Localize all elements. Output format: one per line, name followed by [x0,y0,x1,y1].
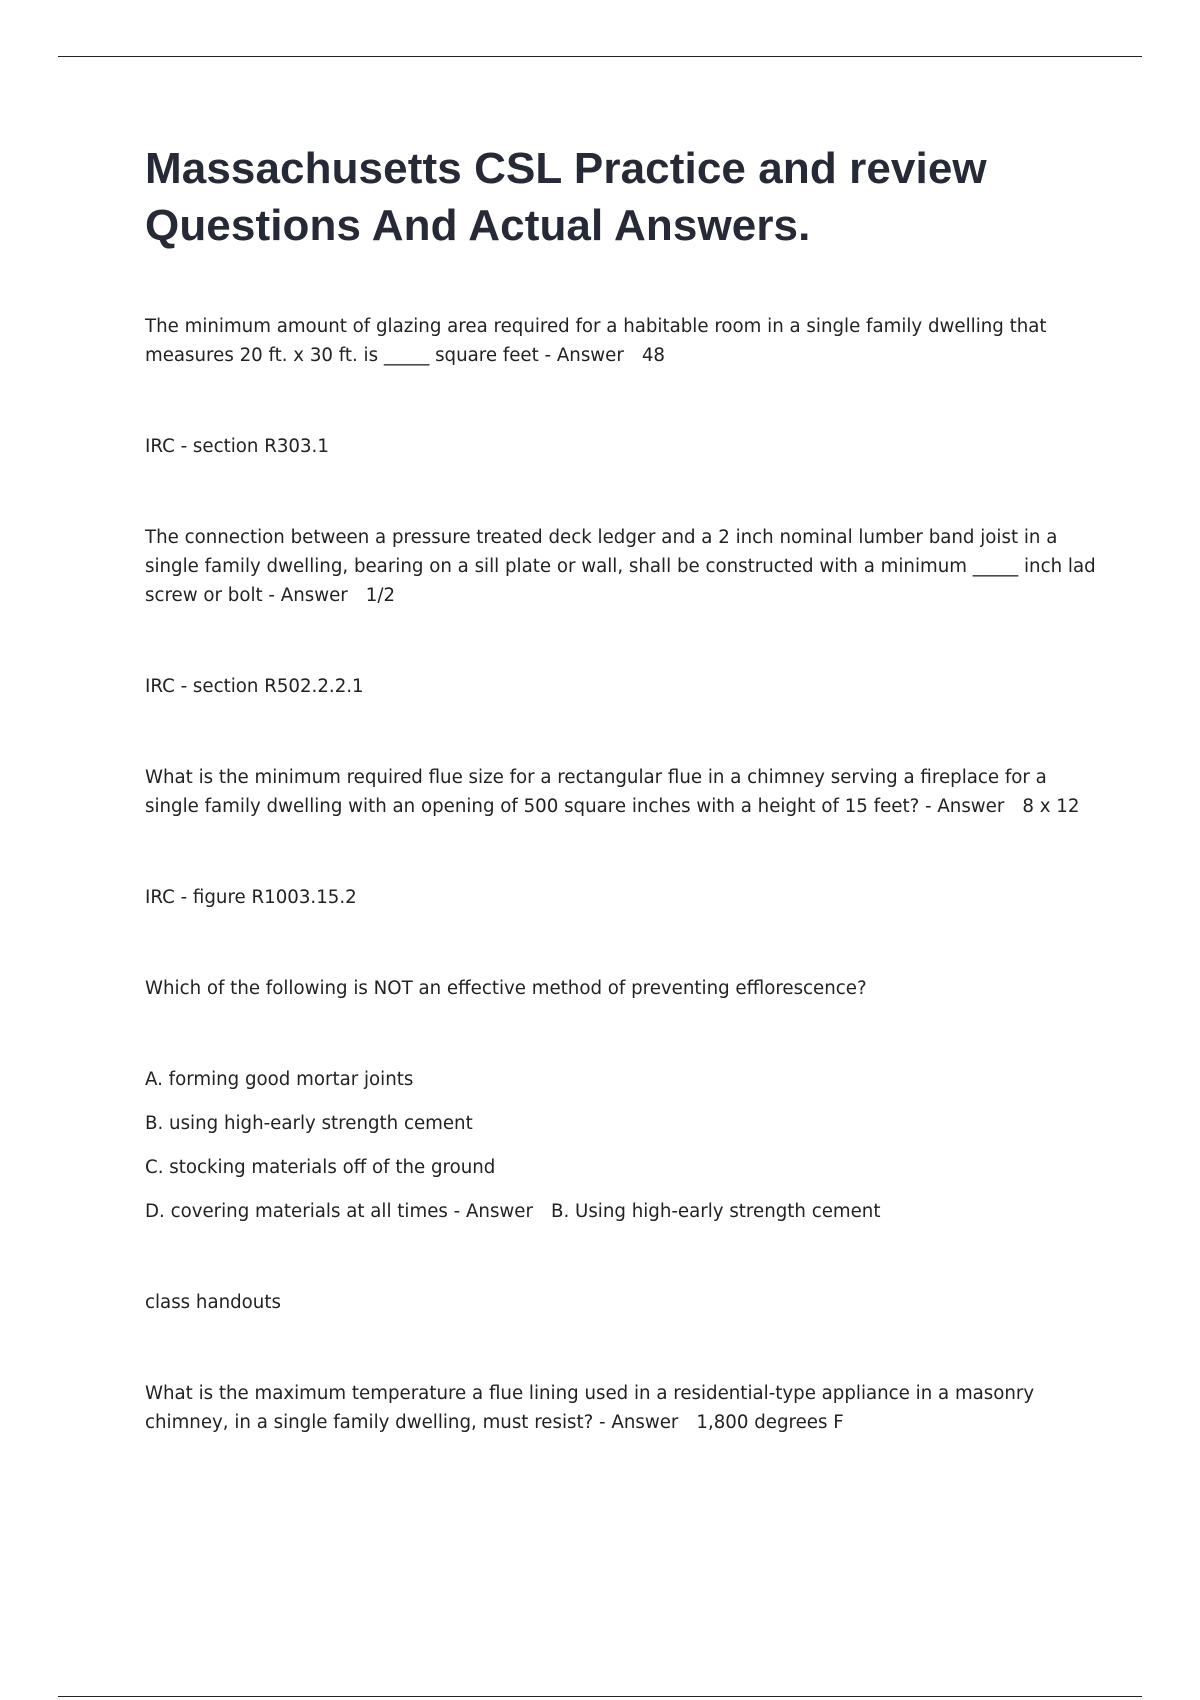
title-line-1: Massachusetts CSL Practice and review [145,144,987,193]
document-title [145,140,1100,254]
question-text: The minimum amount of glazing area required for a habitable room in a single family dwelling that measures 20 ft. x 30 ft. is _____ square feet - Answer [145,316,1047,366]
question-text: What is the maximum temperature a flue lining used in a residential-type appliance in a masonry chimney, in a single family dwelling, must resist? - Answer [145,1383,1035,1433]
answer-text: 1/2 [365,585,396,606]
reference-text: IRC - figure R1003.15.2 [145,887,357,908]
reference-text: class handouts [145,1292,281,1313]
option-c: C. stocking materials off of the ground [145,1157,496,1178]
question-flue-size [145,763,1100,821]
option-d [145,1197,1100,1226]
document-content [145,140,1100,1499]
reference-text: IRC - section R502.2.2.1 [145,676,364,697]
option-b: B. using high-early strength cement [145,1113,473,1134]
header-rule [58,56,1142,57]
answer-text: 1,800 degrees F [696,1412,844,1433]
question-text: What is the minimum required flue size for a rectangular flue in a chimney serving a fireplace for a single family dwelling with an opening of 500 square inches with a height of 15 feet? - Answer [145,767,1047,817]
question-text: The connection between a pressure treated deck ledger and a 2 inch nominal lumber band joist in a single family dwelling, bearing on a sill plate or wall, shall be constructed with a minimum _____ inch lad screw or bolt - Answer [145,527,1096,606]
answer-text: B. Using high-early strength cement [550,1201,881,1222]
title-line-2: Questions And Actual Answers. [145,201,811,250]
document-body [145,312,1100,1437]
reference-text: IRC - section R303.1 [145,436,329,457]
question-glazing-area [145,312,1100,370]
answer-text: 8 x 12 [1022,796,1080,817]
question-deck-ledger [145,523,1100,610]
footer-rule [58,1696,1142,1697]
answer-text: 48 [641,345,666,366]
question-text: D. covering materials at all times - Answer [145,1201,533,1222]
option-a: A. forming good mortar joints [145,1069,414,1090]
question-efflorescence: Which of the following is NOT an effective method of preventing efflorescence? [145,978,867,999]
question-flue-lining [145,1379,1100,1437]
